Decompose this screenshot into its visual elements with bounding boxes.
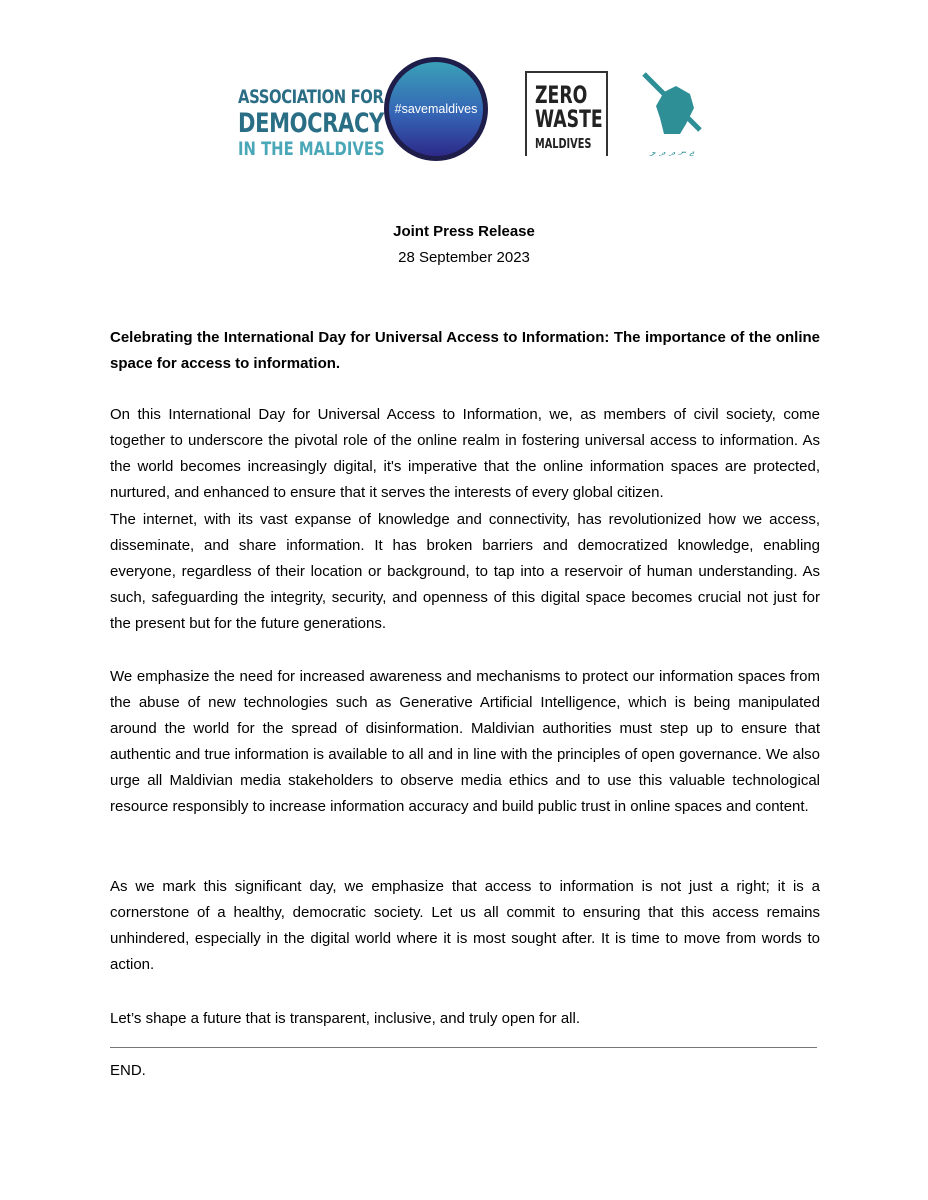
adm-logo-line3: IN THE MALDIVES [238, 138, 385, 160]
end-marker: END. [110, 1062, 146, 1079]
press-release-title: Joint Press Release [393, 223, 535, 240]
divider [110, 1047, 817, 1048]
press-release-date: 28 September 2023 [398, 249, 530, 266]
paragraph-3: We emphasize the need for increased awareness and mechanisms to protect our information spaces from the abuse of new technologies such as Generative Artificial Intelligence, which is being manipulated around the world for the spread of disinformation. Maldivian authorities must step up to ensure that authentic and true information is available to all and in line with the principles of open governance. We also urge all Maldivian media stakeholders to observe media ethics and to use this valuable technological resource responsibly to increase information accuracy and build public trust in online spaces and content. [110, 668, 820, 815]
adm-logo-line1: ASSOCIATION FOR [238, 86, 384, 108]
paragraph-1: On this International Day for Universal Access to Information, we, as members of civil society, come together to underscore the pivotal role of the online realm in fostering universal access to information. As the world becomes increasingly digital, it's imperative that the online information spaces are protected, nurtured, and enhanced to ensure that it serves the interests of every global citizen. [110, 406, 820, 501]
adm-logo [238, 86, 385, 160]
adm-logo-line2: DEMOCRACY [238, 108, 384, 139]
paragraph-5: Let’s shape a future that is transparent, inclusive, and truly open for all. [110, 1010, 580, 1027]
paragraph-2: The internet, with its vast expanse of knowledge and connectivity, has revolutionized how we access, disseminate, and share information. It has broken barriers and democratized knowledge, enabling everyone, regardless of their location or background, to tap into a reservoir of human understanding. As such, safeguarding the integrity, security, and openness of this digital space becomes crucial not just for the present but for the future generations. [110, 511, 820, 632]
waste-line: WASTE [535, 105, 603, 133]
paragraph-4: As we mark this significant day, we emphasize that access to information is not just a right; it is a cornerstone of a healthy, democratic society. Let us all commit to ensuring that this access remains unhindered, especially in the digital world where it is most sought after. It is time to move from words to action. [110, 878, 820, 973]
release-heading: Celebrating the International Day for Universal Access to Information: The importance of the online space for access to information. [110, 329, 820, 372]
fist-pencil-logo-icon [642, 72, 702, 162]
zero-waste-logo [525, 71, 608, 156]
zero-line: ZERO [535, 81, 588, 109]
savemaldives-logo [384, 57, 488, 161]
savemaldives-logo-text: #savemaldives [394, 102, 478, 116]
zero-waste-logo-maldives: MALDIVES [535, 137, 592, 152]
zero-waste-logo-title [535, 83, 603, 131]
svg-text:ޖ ނ ދ ދ ލ: ޖ ނ ދ ދ ލ [649, 147, 695, 159]
